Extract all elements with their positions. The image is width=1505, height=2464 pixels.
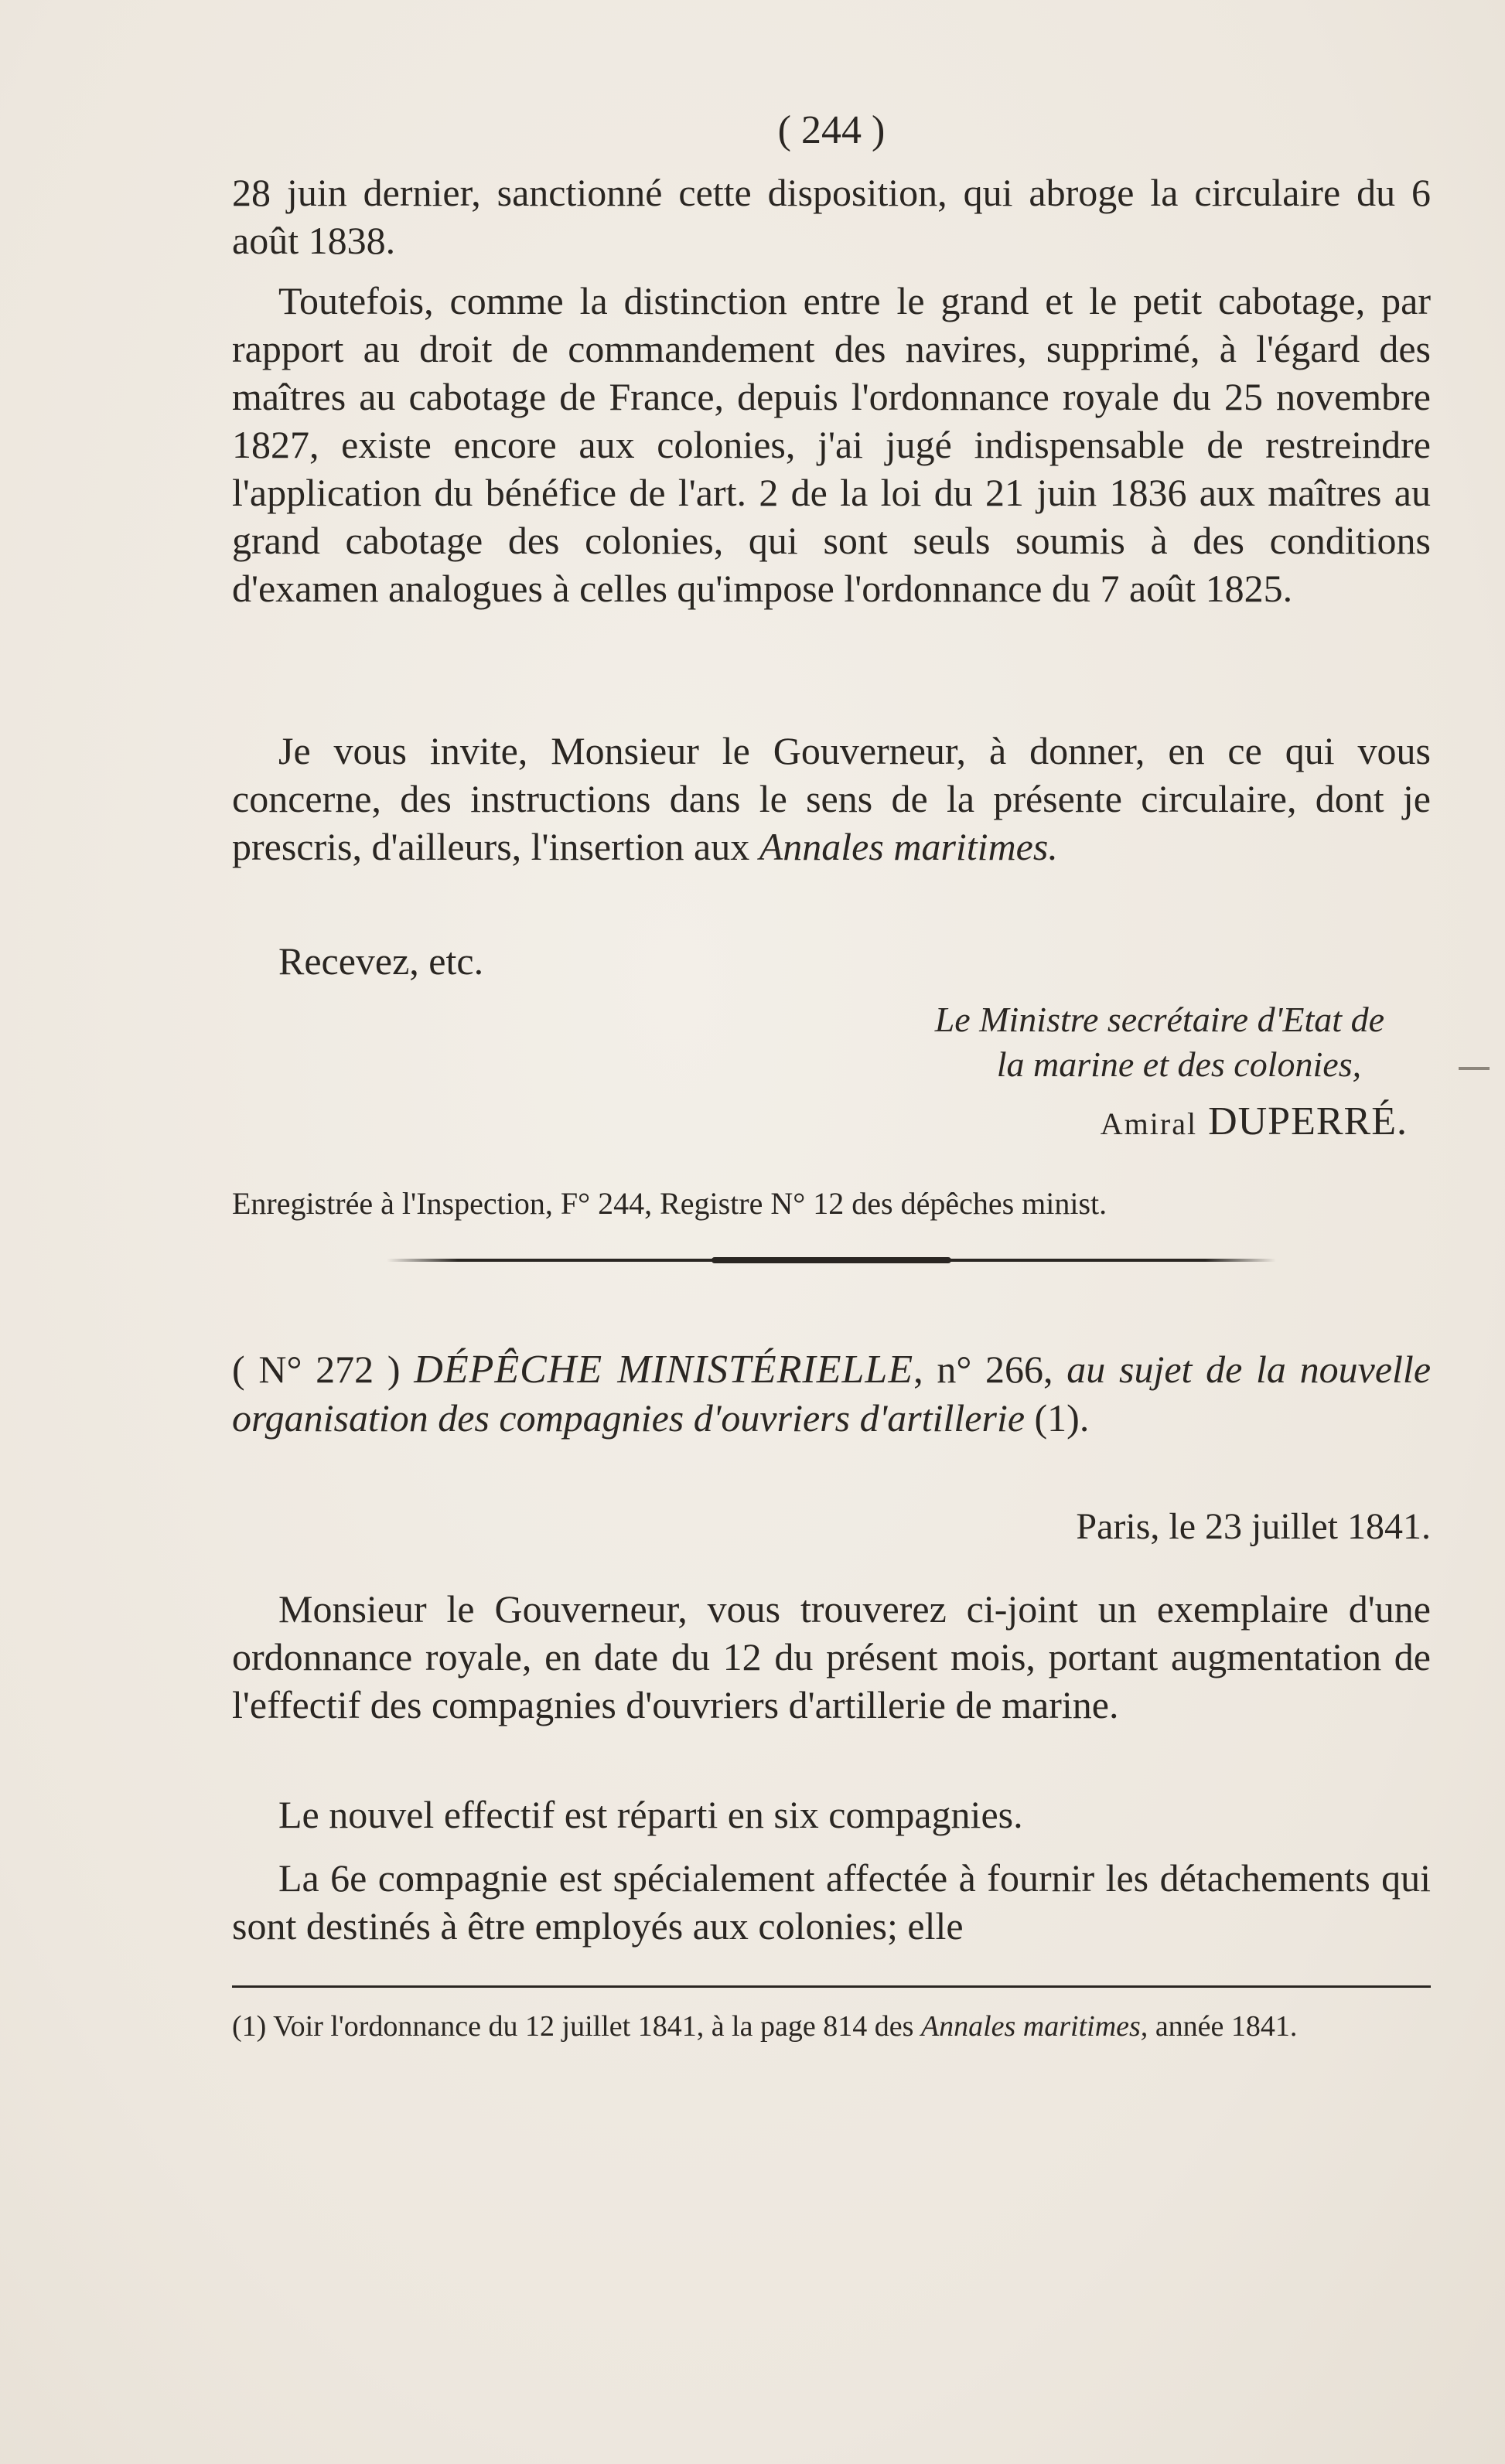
page-number: ( 244 ) [777, 108, 886, 152]
signatory-name [1101, 1098, 1408, 1148]
dispatch-subject: au sujet de la nouvelle organisation des compagnies d'ouvriers d'artillerie [232, 1348, 1432, 1440]
signatory-surname: DUPERRÉ. [1208, 1099, 1408, 1143]
signature-block [935, 997, 1384, 1087]
registry-note: Enregistrée à l'Inspection, F° 244, Registre N° 12 des dépêches minist. [232, 1186, 1107, 1221]
paragraph-continuation: 28 juin dernier, sanctionné cette disposition, qui abroge la circulaire du 6 août 1838. [232, 171, 1431, 262]
footnote-italic: Annales maritimes, [920, 2010, 1148, 2043]
footnote [232, 2006, 1431, 2047]
margin-mark [1459, 1067, 1490, 1070]
signature-line-1: Le Ministre secrétaire d'Etat de [934, 1000, 1384, 1039]
body-paragraph-1: Monsieur le Gouverneur, vous trouverez ci-joint un exemplaire d'une ordonnance royale, en date du 12 du présent mois, portant augmentation de l'effectif des compagnies d'ouvriers d'artillerie de marine. [232, 1587, 1431, 1726]
footnote-rule [232, 1985, 1431, 1988]
footnote-tail: année 1841. [1155, 2010, 1298, 2043]
paragraph-toutefois: Toutefois, comme la distinction entre le grand et le petit cabotage, par rapport au droit de commandement des navires, supprimé, à l'égard des maîtres au cabotage de France, depuis l'ordonnance royale du 25 novembre 1827, existe encore aux colonies, j'ai jugé indispensable de restreindre l'application du bénéfice de l'art. 2 de la loi du 21 juin 1836 aux maîtres au grand cabotage des colonies, qui sont seuls soumis à des conditions d'examen analogues à celles qu'impose l'ordonnance du 7 août 1825. [232, 279, 1431, 610]
footnote-text: (1) Voir l'ordonnance du 12 juillet 1841, à la page 814 des [232, 2010, 914, 2043]
dispatch-heading [232, 1345, 1431, 1442]
section-divider-ornament [712, 1257, 951, 1263]
signature-line-2: la marine et des colonies, [996, 1045, 1362, 1084]
paragraph-invitation [232, 727, 1431, 871]
body-paragraph-2: Le nouvel effectif est réparti en six compagnies. [278, 1793, 1023, 1836]
dispatch-date: Paris, le 23 juillet 1841. [1076, 1506, 1431, 1547]
dispatch-footnote-ref: (1). [1034, 1396, 1090, 1440]
body-paragraph-3: La 6e compagnie est spécialement affectée à fournir les détachements qui sont destinés à être employés aux colonies; elle [232, 1856, 1431, 1948]
signatory-title: Amiral [1100, 1106, 1198, 1141]
annales-maritimes-reference: Annales maritimes. [759, 825, 1058, 868]
dispatch-number: ( N° 272 ) [232, 1348, 401, 1391]
invitation-text: Je vous invite, Monsieur le Gouverneur, à donner, en ce qui vous concerne, des instructions dans le sens de la présente circulaire, dont je prescris, d'ailleurs, l'insertion aux [232, 729, 1431, 868]
paragraph-closing: Recevez, etc. [278, 939, 484, 983]
dispatch-title: DÉPÊCHE MINISTÉRIELLE [414, 1348, 914, 1392]
dispatch-subnumber: , n° 266, [913, 1348, 1053, 1391]
